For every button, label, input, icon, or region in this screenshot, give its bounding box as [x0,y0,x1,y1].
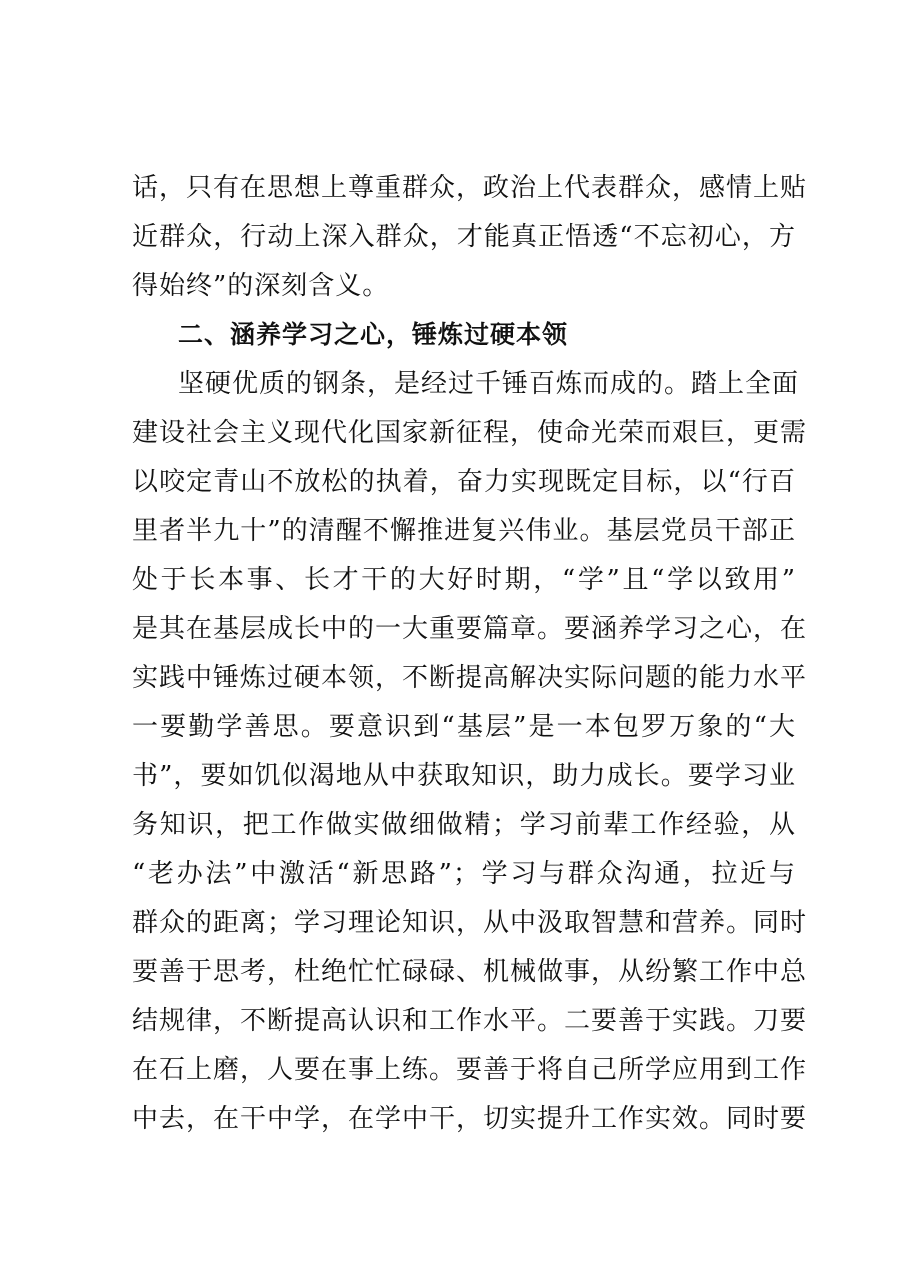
paragraph-2-line-4: 里者半九十”的清醒不懈推进复兴伟业。基层党员干部正 [132,516,796,546]
paragraph-2-line-14: 结规律，不断提高认识和工作水平。二要善于实践。刀要 [132,1006,808,1036]
paragraph-2-line-16: 中去，在干中学，在学中干，切实提升工作实效。同时要 [132,1104,808,1134]
paragraph-2-line-8: 一要勤学善思。要意识到“基层”是一本包罗万象的“大 [132,712,796,742]
paragraph-2-line-11: “老办法”中激活“新思路”；学习与群众沟通，拉近与 [132,859,796,889]
paragraph-2-line-6: 是其在基层成长中的一大重要篇章。要涵养学习之心，在 [132,614,808,644]
paragraph-2-line-3: 以咬定青山不放松的执着，奋力实现既定目标，以“行百 [132,467,796,497]
paragraph-2-line-10: 务知识，把工作做实做细做精；学习前辈工作经验，从 [132,810,796,840]
section-heading: 二、涵养学习之心，锤炼过硬本领 [178,320,569,349]
paragraph-1-line-1: 话，只有在思想上尊重群众，政治上代表群众，感情上贴 [132,173,808,203]
paragraph-1-line-3: 得始终”的深刻含义。 [132,271,390,301]
paragraph-2-line-12: 群众的距离；学习理论知识，从中汲取智慧和营养。同时 [132,908,808,938]
paragraph-2-line-13: 要善于思考，杜绝忙忙碌碌、机械做事，从纷繁工作中总 [132,957,808,987]
paragraph-2-line-7: 实践中锤炼过硬本领，不断提高解决实际问题的能力水平 [132,663,808,693]
paragraph-2-line-1: 坚硬优质的钢条，是经过千锤百炼而成的。踏上全面 [178,369,800,399]
paragraph-2-line-2: 建设社会主义现代化国家新征程，使命光荣而艰巨，更需 [132,418,808,448]
paragraph-2-line-9: 书”，要如饥似渴地从中获取知识，助力成长。要学习业 [132,761,796,791]
paragraph-1-line-2: 近群众，行动上深入群众，才能真正悟透“不忘初心，方 [132,222,796,252]
paragraph-2-line-5: 处于长本事、长才干的大好时期，“学”且“学以致用” [132,565,796,595]
paragraph-2-line-15: 在石上磨，人要在事上练。要善于将自己所学应用到工作 [132,1055,808,1085]
